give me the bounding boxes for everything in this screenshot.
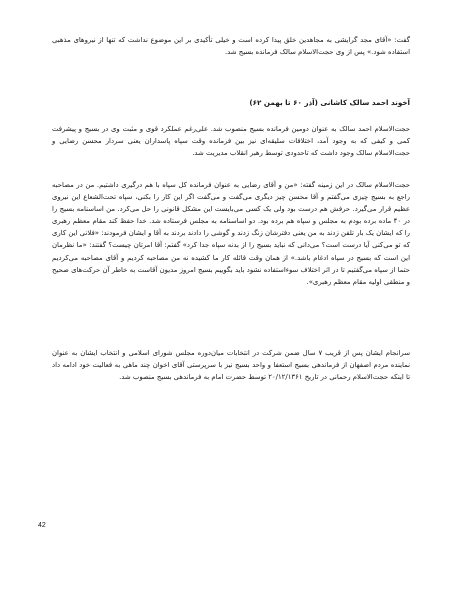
page-number: 42 [38,522,46,529]
paragraph-resignation: سرانجام ایشان پس از قریب ۷ سال ضمن شرکت در انتخابات میان‌دوره مجلس شورای اسلامی و انتخاب ایشان به عنوان نماینده مردم اصفهان از فرماندهی بسیج استعفا و واحد بسیج نیز با سرپرستی آقای اخوان چند ماهی به فعالیت خود ادامه داد تا اینکه حجت‌الاسلام رحمانی در تاریخ ۲۰/۱۲/۱۳۶۱ توسط حضرت امام به فرماندهی بسیج منصوب شد. [52,349,410,382]
paragraph-appointment: حجت‌الاسلام احمد سالک به عنوان دومین فرمانده بسیج منصوب شد. علی‌رغم عملکرد قوی و مثبت وی در بسیج و پیشرفت کمی و کیفی که به وجود آمد، اختلافات سلیقه‌ای نیز بین فرمانده وقت سپاه پاسداران یعنی سردار محسن رضایی و حجت‌الاسلام سالک وجود داشت که تاحدودی توسط رهبر انقلاب مدیریت شد. [52,125,410,158]
paragraph-interview-quote: حجت‌الاسلام سالک در این زمینه گفته: «من و آقای رضایی به عنوان فرمانده کل سپاه با هم درگیری داشتیم. من در مصاحبه راجع به بسیج چیزی می‌گفتم و آقا محسن چیز دیگری می‌گفت و می‌گفت اگر این کار را بکنی، سپاه تحت‌الشعاع این نیروی عظیم قرار می‌گیرد. حرفش هم درست بود ولی یک کسی می‌بایست این مشکل قانونی را حل می‌کرد. من اساسنامه بسیج را در ۴۰ ماده برده بودم به مجلس و سپاه هم برده بود. دو اساسنامه به مجلس فرستاده شد. خدا حفظ کند مقام معظم رهبری را که ایشان یک بار تلفن زدند به من یعنی دفترشان زنگ زدند و گوشی را دادند بردند به آقا و ایشان فرمودند: «فلانی این کاری که تو می‌کنی آیا درست است؟ می‌دانی که نباید بسیج را از بدنه سپاه جدا کرد» گفتم: آقا امرتان چیست؟ گفتند: «ما نظرمان این است که بسیج در سپاه ادغام باشد.» از همان وقت قائله کار ما کشیده نه من مصاحبه کردیم و آقای مصاحبه می‌کردیم حتما از سپاه می‌گفتیم تا در اثر اختلاف سوءاستفاده نشود باید بگوییم بسیج امروز مدیون آقاست به خاطر آن حرکت‌های صحیح و منطقی اولیه مقام معظم رهبری». [52,181,410,286]
section-heading: آخوند احمد سالک کاشانی (آذر ۶۰ تا بهمن ۶۲) [249,98,410,107]
paragraph-quote-conclusion: گفت: «آقای مجد گرایشی به مجاهدین خلق پیدا کرده است و خیلی تأکیدی بر این موضوع نداشت که تنها از نیروهای مذهبی استفاده شود.» پس از وی حجت‌الاسلام سالک فرمانده بسیج شد. [52,36,410,57]
